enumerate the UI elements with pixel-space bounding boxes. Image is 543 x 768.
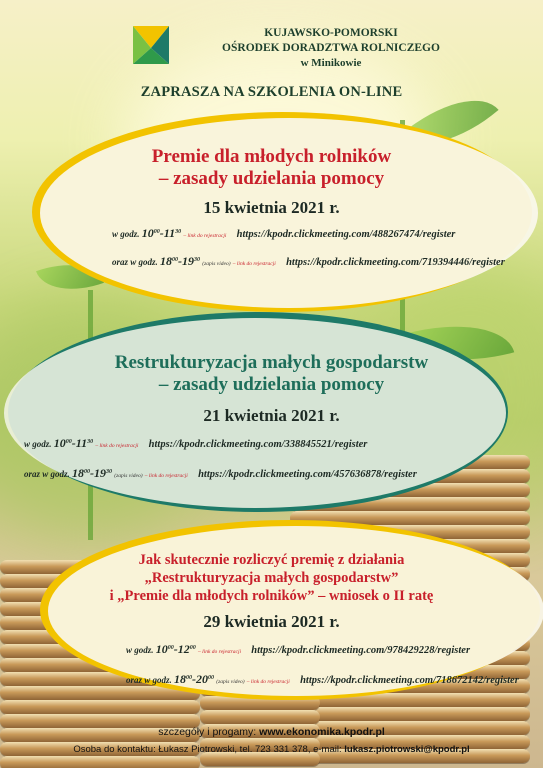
session-3-title-line-3: i „Premie dla młodych rolników” – wniosek o II ratę [109, 588, 434, 604]
session-2-title-line-1: Restrukturyzacja małych gospodarstw [114, 352, 429, 373]
registration-link[interactable]: https://kpodr.clickmeeting.com/488267474/register [236, 229, 456, 240]
session-1-title-line-2: – zasady udzielania pomocy [158, 168, 385, 189]
end-hour: 12 [177, 642, 190, 656]
footer-details [0, 726, 543, 738]
coin-stack-decoration [200, 710, 320, 724]
time-prefix: oraz w godz. [24, 469, 70, 479]
start-hour: 18 [160, 254, 173, 268]
organization-name [206, 26, 456, 71]
session-2-row-2: oraz w godz. $18^{00}-19^{30}$ (zapis video) – link do rejestracji https://kpodr.clickmeeting.com/457636878/register [24, 466, 417, 480]
video-note: (zapis video) [202, 261, 231, 267]
end-hour: 11 [163, 226, 176, 240]
session-3-row-2: oraz w godz. $18^{00}-20^{00}$ (zapis video) – link do rejestracji https://kpodr.clickmeeting.com/718672142/register [126, 672, 519, 686]
contact-prefix: Osoba do kontaktu: Łukasz Piotrowski, tel. 723 331 378, e-mail: [73, 744, 342, 755]
end-hour: 20 [196, 672, 209, 686]
org-line-3: w Minikowie [300, 57, 362, 69]
website-link[interactable]: www.ekonomika.kpodr.pl [259, 726, 385, 738]
registration-link[interactable]: https://kpodr.clickmeeting.com/718672142/register [300, 675, 519, 686]
start-minutes: 00 [65, 439, 72, 445]
video-note: (zapis video) [114, 473, 143, 479]
registration-note: – link do rejestracji [198, 649, 242, 655]
session-3-title-line-1: Jak skutecznie rozliczyć premię z działania [138, 552, 405, 568]
end-minutes: 00 [208, 675, 215, 681]
start-hour: 10 [155, 642, 168, 656]
start-hour: 18 [72, 466, 85, 480]
coin-stack-decoration [0, 700, 200, 714]
registration-note: – link do rejestracji [246, 679, 290, 685]
end-minutes: 00 [189, 645, 196, 651]
registration-link[interactable]: https://kpodr.clickmeeting.com/338845521/register [148, 439, 368, 450]
start-minutes: 00 [84, 469, 91, 475]
session-3-date: 29 kwietnia 2021 r. [203, 612, 340, 631]
time-prefix: w godz. [112, 229, 140, 239]
session-2-date: 21 kwietnia 2021 r. [203, 406, 340, 425]
time-prefix: oraz w godz. [126, 675, 172, 685]
registration-note: – link do rejestracji [95, 443, 139, 449]
session-1-date: 15 kwietnia 2021 r. [203, 198, 340, 217]
end-minutes: 30 [106, 469, 113, 475]
footer-contact [0, 744, 543, 755]
registration-link[interactable]: https://kpodr.clickmeeting.com/719394446/register [286, 257, 505, 268]
session-3-row-1: w godz. $10^{00}-12^{00}$ – link do rejestracji https://kpodr.clickmeeting.com/978429228/register [126, 642, 471, 656]
registration-link[interactable]: https://kpodr.clickmeeting.com/457636878/register [198, 469, 417, 480]
end-minutes: 30 [87, 439, 94, 445]
start-minutes: 00 [167, 645, 174, 651]
video-note: (zapis video) [216, 679, 245, 685]
session-2-title-line-2: – zasady udzielania pomocy [158, 374, 385, 395]
start-minutes: 00 [172, 257, 179, 263]
time-prefix: w godz. [126, 645, 154, 655]
start-hour: 10 [53, 436, 66, 450]
session-3-title-line-2: „Restrukturyzacja małych gospodarstw” [144, 570, 399, 586]
org-line-1: KUJAWSKO-POMORSKI [264, 27, 398, 39]
contact-email-link[interactable]: lukasz.piotrowski@kpodr.pl [344, 744, 470, 755]
session-1-row-1: w godz. $10^{00}-11^{30}$ – link do rejestracji https://kpodr.clickmeeting.com/488267474/register [112, 226, 456, 240]
registration-link[interactable]: https://kpodr.clickmeeting.com/978429228/register [251, 645, 471, 656]
start-minutes: 00 [153, 229, 160, 235]
org-line-2: OŚRODEK DORADZTWA ROLNICZEGO [222, 42, 440, 54]
registration-note: – link do rejestracji [144, 473, 188, 479]
details-prefix: szczegóły i progamy: [158, 726, 257, 738]
invitation-heading: ZAPRASZA NA SZKOLENIA ON-LINE [140, 84, 403, 100]
end-hour: 19 [182, 254, 195, 268]
registration-note: – link do rejestracji [232, 261, 276, 267]
session-2-row-1: w godz. $10^{00}-11^{30}$ – link do rejestracji https://kpodr.clickmeeting.com/338845521/register [24, 436, 368, 450]
registration-note: – link do rejestracji [183, 233, 227, 239]
end-hour: 19 [94, 466, 107, 480]
end-hour: 11 [75, 436, 88, 450]
session-1-title-line-1: Premie dla młodych rolników [151, 146, 392, 167]
start-hour: 18 [174, 672, 187, 686]
time-prefix: oraz w godz. [112, 257, 158, 267]
logo [133, 26, 169, 64]
coin-stack-decoration [290, 707, 530, 721]
time-prefix: w godz. [24, 439, 52, 449]
start-minutes: 00 [186, 675, 193, 681]
end-minutes: 30 [194, 257, 201, 263]
end-minutes: 30 [175, 229, 182, 235]
coin-stack-decoration [0, 756, 200, 768]
session-1-row-2: oraz w godz. $18^{00}-19^{30}$ (zapis video) – link do rejestracji https://kpodr.clickmeeting.com/719394446/register [112, 254, 505, 268]
start-hour: 10 [141, 226, 154, 240]
